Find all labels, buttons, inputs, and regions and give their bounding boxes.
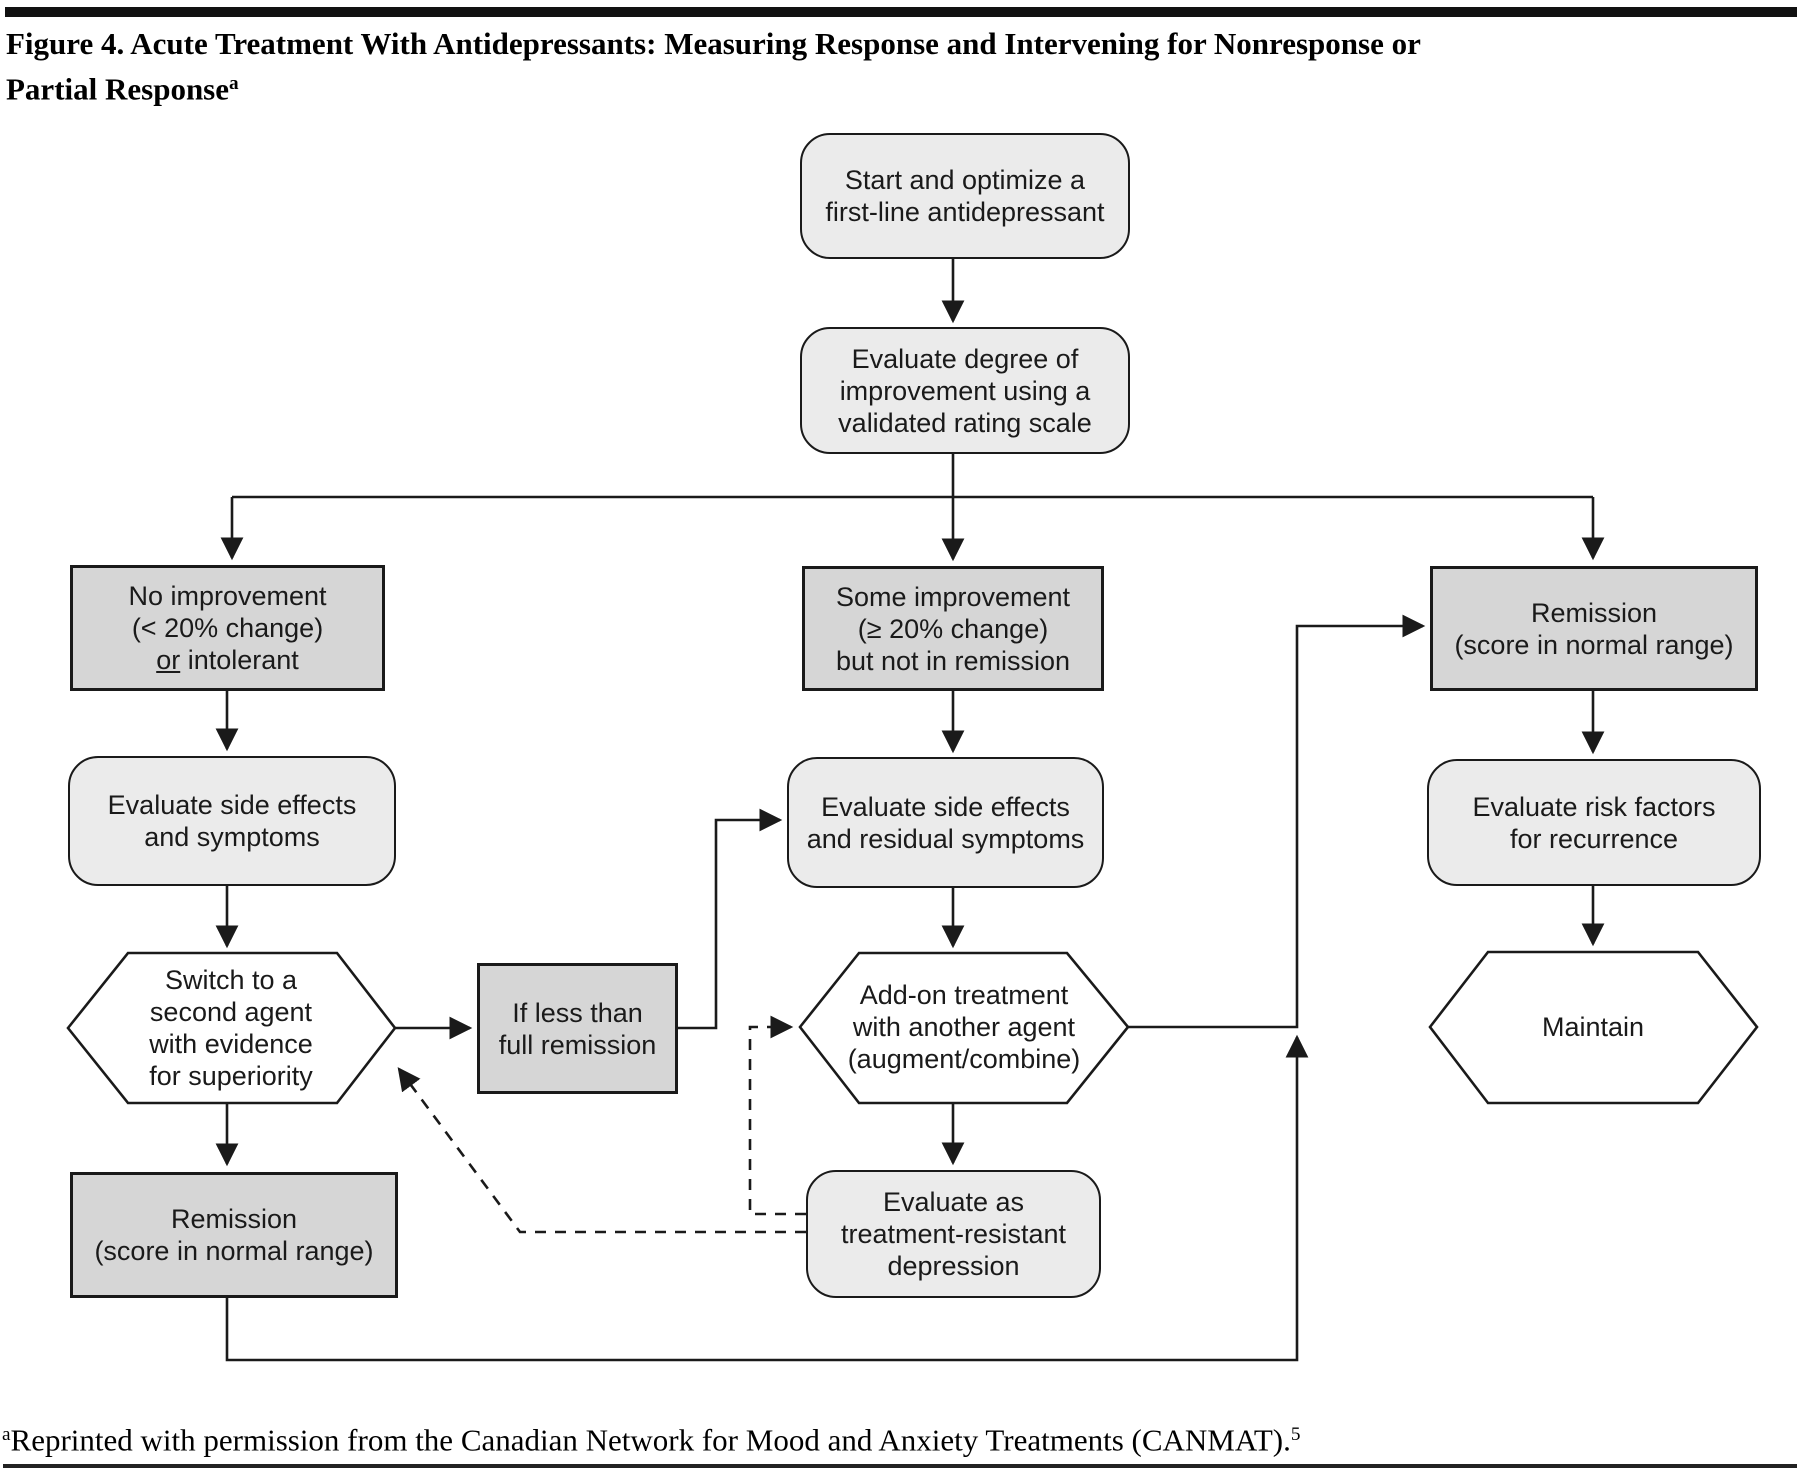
arrow-addon-to-remissionright xyxy=(1128,626,1423,1027)
footnote-superscript: a xyxy=(2,1424,11,1445)
node-remission-right xyxy=(1430,566,1758,691)
node-evaluate-residual-line: Evaluate side effects xyxy=(821,791,1070,822)
node-evaluate-risk-line: Evaluate risk factors xyxy=(1472,791,1716,822)
node-add-on-line: with another agent xyxy=(852,1012,1076,1042)
footnote-reference: 5 xyxy=(1290,1424,1301,1445)
figure-title-line2: Partial Response xyxy=(6,71,230,107)
node-no-improvement-line xyxy=(156,644,299,676)
node-evaluate-trd-line: depression xyxy=(887,1251,1020,1281)
node-evaluate-risk-line: for recurrence xyxy=(1509,823,1679,854)
node-evaluate-residual-line: and residual symptoms xyxy=(806,823,1085,854)
node-some-improvement xyxy=(802,566,1104,691)
node-start-line: first-line antidepressant xyxy=(825,197,1105,227)
node-add-on-line: (augment/combine) xyxy=(847,1044,1081,1074)
arrow-ifless-to-residual xyxy=(678,820,780,1028)
node-add-on-line: Add-on treatment xyxy=(859,980,1069,1010)
bottom-rule xyxy=(3,1464,1797,1468)
node-remission-left-line: (score in normal range) xyxy=(94,1236,374,1266)
node-evaluate-degree-line: Evaluate degree of xyxy=(851,343,1079,374)
node-remission-left xyxy=(70,1172,398,1298)
node-if-less xyxy=(477,963,678,1094)
node-no-improvement-line: No improvement xyxy=(128,581,327,611)
node-remission-right-line: Remission xyxy=(1530,597,1658,628)
footnote-text: Reprinted with permission from the Canadian Network for Mood and Anxiety Treatments (CANMAT). xyxy=(10,1422,1291,1458)
node-evaluate-risk xyxy=(1427,759,1761,886)
node-if-less-line: full remission xyxy=(498,1029,657,1060)
node-evaluate-degree xyxy=(800,327,1130,454)
underlined-or: or xyxy=(156,645,181,675)
node-remission-right-line: (score in normal range) xyxy=(1454,629,1734,660)
node-add-on xyxy=(828,956,1100,1098)
node-no-improvement-line: (< 20% change) xyxy=(131,613,324,643)
node-switch-agent-line: for superiority xyxy=(149,1061,313,1091)
node-evaluate-degree-line: improvement using a xyxy=(839,375,1091,406)
node-no-improvement xyxy=(70,565,385,691)
node-evaluate-side-effects xyxy=(68,756,396,886)
node-switch-agent-line: Switch to a xyxy=(164,965,298,995)
node-some-improvement-line: but not in remission xyxy=(835,645,1071,676)
node-maintain xyxy=(1458,956,1728,1098)
node-start-line: Start and optimize a xyxy=(844,165,1086,195)
dashed-trd-to-addon xyxy=(750,1027,806,1214)
node-some-improvement-line: Some improvement xyxy=(835,581,1071,612)
node-switch-agent xyxy=(98,958,364,1098)
node-evaluate-side-effects-line: and symptoms xyxy=(144,822,320,852)
node-switch-agent-line: with evidence xyxy=(149,1029,313,1059)
node-evaluate-side-effects-line: Evaluate side effects xyxy=(107,790,357,820)
node-evaluate-degree-line: validated rating scale xyxy=(838,407,1092,438)
figure-title-superscript: a xyxy=(229,73,239,94)
node-remission-left-line: Remission xyxy=(170,1204,298,1234)
figure-footnote xyxy=(2,1416,1762,1460)
node-evaluate-trd xyxy=(806,1170,1101,1298)
node-evaluate-residual xyxy=(787,757,1104,888)
figure-title-line1: Figure 4. Acute Treatment With Antidepressants: Measuring Response and Intervening for Nonresponse or xyxy=(6,26,1421,61)
node-evaluate-trd-line: Evaluate as xyxy=(882,1187,1025,1217)
node-start xyxy=(800,133,1130,259)
node-no-improvement-line-rest: intolerant xyxy=(180,645,299,675)
node-evaluate-trd-line: treatment-resistant xyxy=(840,1219,1067,1249)
node-maintain-line: Maintain xyxy=(1541,1012,1645,1042)
node-switch-agent-line: second agent xyxy=(149,997,313,1027)
node-some-improvement-line: (≥ 20% change) xyxy=(857,613,1049,644)
node-if-less-line: If less than xyxy=(512,997,643,1028)
